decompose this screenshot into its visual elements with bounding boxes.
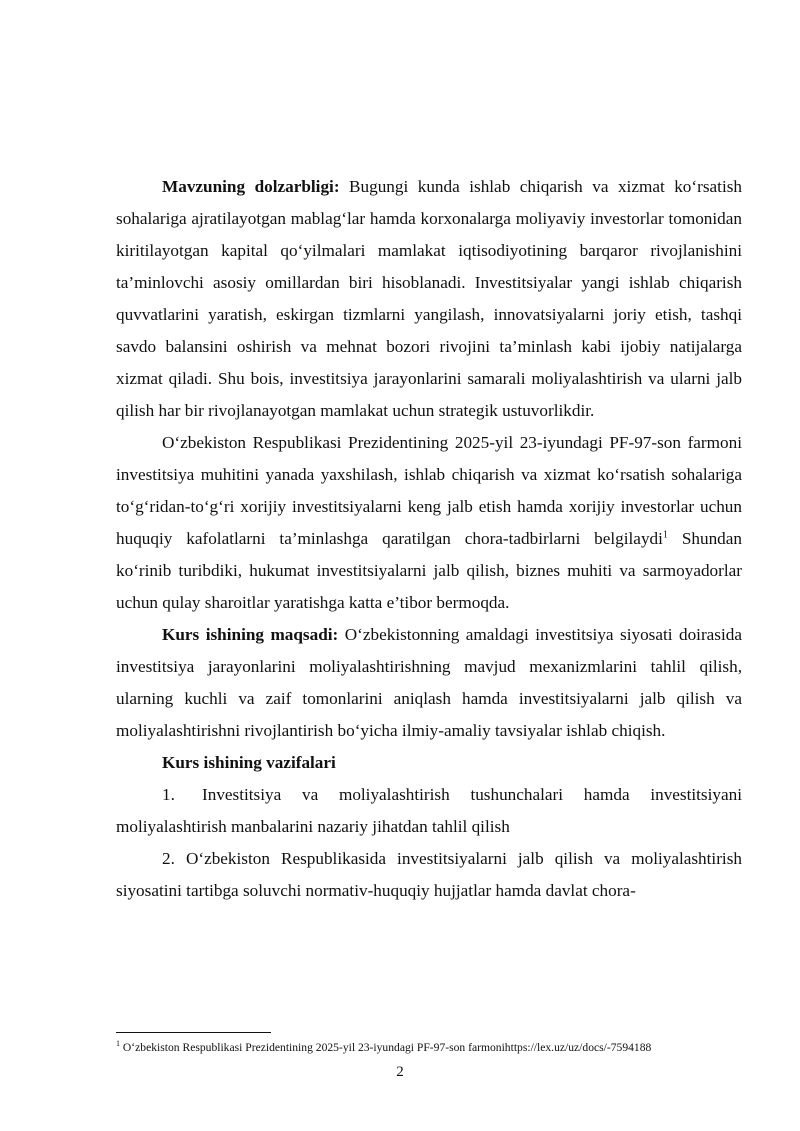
body-text	[116, 171, 742, 907]
paragraph-relevance	[116, 171, 742, 427]
footnote-mark: 1	[116, 1039, 120, 1049]
relevance-label: Mavzuning dolzarbligi:	[162, 177, 340, 196]
relevance-text: Bugungi kunda ishlab chiqarish va xizmat ko‘rsatish sohalariga ajratilayotgan mablag‘lar hamda korxonalarga moliyaviy investorlar tomonidan kiritilayotgan kapital qo‘yilmalari mamlakat iqtisodiyotining barqaror rivojlanishini ta’minlovchi asosiy omillardan biri hisoblanadi. Investitsiyalar yangi ishlab chiqarish quvvatlarini yaratish, eskirgan tizmlarni yangilash, innovatsiyalarni joriy etish, tashqi savdo balansini oshirish va mehnat bozori rivojini ta’minlash kabi ijobiy natijalarga xizmat qiladi. Shu bois, investitsiya jarayonlarini samarali moliyalashtirish va ularni jalb qilish har bir rivojlanayotgan mamlakat uchun strategik ustuvorlikdir.	[116, 177, 742, 420]
footnote-reference[interactable]: 1	[662, 529, 668, 541]
list-item	[116, 779, 742, 843]
decree-text-after: Shundan ko‘rinib turibdiki, hukumat investitsiyalarni jalb qilish, biznes muhiti va sarmoyadorlar uchun qulay sharoitlar yaratishga katta e’tibor bermoqda.	[116, 529, 742, 612]
goal-label: Kurs ishining maqsadi:	[162, 625, 339, 644]
footnote-text[interactable]: O‘zbekiston Respublikasi Prezidentining 2025-yil 23-iyundagi PF-97-son farmonihttps://lex.uz/uz/docs/-7594188	[120, 1041, 652, 1054]
list-item-number: 2.	[162, 849, 175, 868]
goal-text: O‘zbekistonning amaldagi investitsiya siyosati doirasida investitsiya jarayonlarini moliyalashtirishning mavjud mexanizmlarini tahlil qilish, ularning kuchli va zaif tomonlarini aniqlash hamda investitsiyalarni jalb qilish va moliyalashtirishni rivojlantirish bo‘yicha ilmiy-amaliy tavsiyalar ishlab chiqish.	[116, 625, 742, 740]
list-item	[116, 843, 742, 907]
list-item-text: Investitsiya va moliyalashtirish tushunchalari hamda investitsiyani moliyalashtirish manbalarini nazariy jihatdan tahlil qilish	[116, 785, 742, 836]
tasks-heading-text: Kurs ishining vazifalari	[162, 753, 336, 772]
decree-text-before: O‘zbekiston Respublikasi Prezidentining 2025-yil 23-iyundagi PF-97-son farmoni investitsiya muhitini yanada yaxshilash, ishlab chiqarish va xizmat ko‘rsatish sohalariga to‘g‘ridan-to‘g‘ri xorijiy investitsiyalarni keng jalb etish hamda xorijiy investorlar uchun huquqiy kafolatlarni ta’minlashga qaratilgan chora-tadbirlarni belgilaydi	[116, 433, 742, 548]
list-item-number: 1.	[162, 785, 175, 804]
page-number: 2	[396, 1064, 404, 1080]
tasks-heading	[116, 747, 742, 779]
list-item-text: O‘zbekiston Respublikasida investitsiyalarni jalb qilish va moliyalashtirish siyosatini tartibga soluvchi normativ-huquqiy hujjatlar hamda davlat chora-	[116, 849, 742, 900]
footnote-divider	[116, 1032, 271, 1033]
paragraph-goal	[116, 619, 742, 747]
paragraph-decree	[116, 427, 742, 619]
footnote	[116, 1040, 756, 1055]
